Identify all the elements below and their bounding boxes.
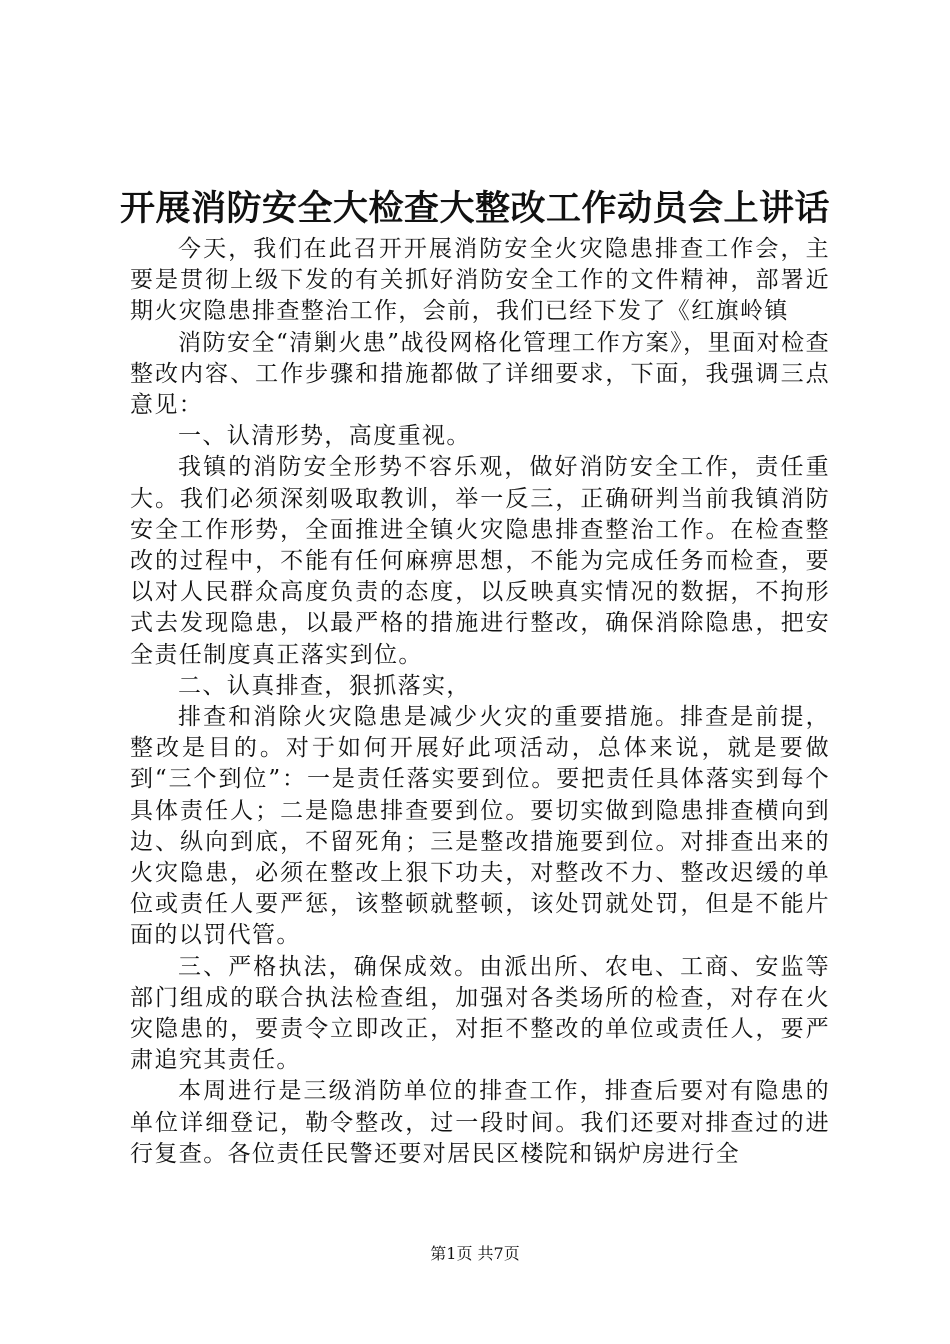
- document-title: 开展消防安全大检查大整改工作动员会上讲话: [119, 188, 830, 229]
- section-heading-1: 一、认清形势，高度重视。: [178, 423, 471, 450]
- section-heading-2: 二、认真排查，狠抓落实，: [178, 672, 471, 699]
- page-number: 第1页: [430, 1244, 473, 1263]
- paragraph-section-1: 我镇的消防安全形势不容乐观，做好消防安全工作，责任重大。我们必须深刻吸取教训，举一反三，正确研判当前我镇消防安全工作形势，全面推进全镇火灾隐患排查整治工作。在检查整改的过程中，不能有任何麻痹思想，不能为完成任务而检查，要以对人民群众高度负责的态度，以反映真实情况的数据，不拘形式去发现隐患，以最严格的措施进行整改，确保消除隐患，把安全责任制度真正落实到位。: [130, 454, 830, 668]
- paragraph-section-2: 排查和消除火灾隐患是减少火灾的重要措施。排查是前提，整改是目的。对于如何开展好此项活动，总体来说，就是要做到“三个到位”：一是责任落实要到位。要把责任具体落实到每个具体责任人；二是隐患排查要到位。要切实做到隐患排查横向到边、纵向到底，不留死角；三是整改措施要到位。对排查出来的火灾隐患，必须在整改上狠下功夫，对整改不力、整改迟缓的单位或责任人要严惩，该整顿就整顿，该处罚就处罚，但是不能片面的以罚代管。: [130, 704, 830, 949]
- document-body: [130, 234, 830, 1170]
- page-total: 共7页: [477, 1244, 520, 1263]
- paragraph-intro-continued: 消防安全“清剿火患”战役网格化管理工作方案》，里面对检查整改内容、工作步骤和措施都做了详细要求，下面，我强调三点意见：: [130, 329, 830, 419]
- paragraph-section-3: 三、严格执法，确保成效。由派出所、农电、工商、安监等部门组成的联合执法检查组，加强对各类场所的检查，对存在火灾隐患的，要责令立即改正，对拒不整改的单位或责任人，要严肃追究其责任。: [130, 953, 830, 1074]
- paragraph-weekly-work: 本周进行是三级消防单位的排查工作，排查后要对有隐患的单位详细登记，勒令整改，过一段时间。我们还要对排查过的进行复查。各位责任民警还要对居民区楼院和锅炉房进行全: [130, 1078, 830, 1167]
- paragraph-intro: 今天，我们在此召开开展消防安全火灾隐患排查工作会，主要是贯彻上级下发的有关抓好消防安全工作的文件精神，部署近期火灾隐患排查整治工作，会前，我们已经下发了《红旗岭镇: [130, 236, 830, 325]
- page-footer: [0, 1244, 950, 1264]
